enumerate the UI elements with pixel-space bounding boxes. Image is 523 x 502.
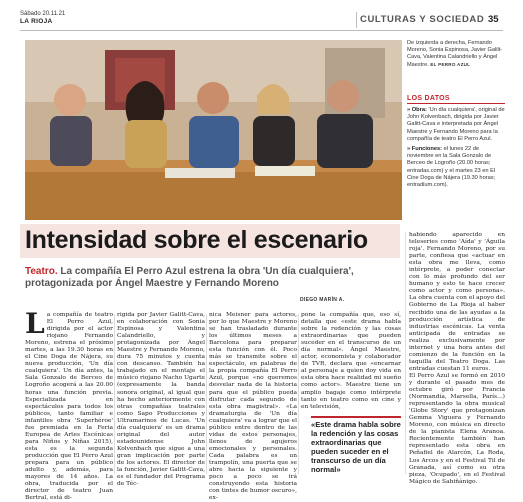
column-divider — [114, 314, 115, 474]
sidebar-block-play — [407, 107, 505, 143]
sidebar-label-play: » Obra: — [407, 107, 427, 113]
page-header — [0, 0, 523, 32]
column-4: pone la compañía que, eso sí, detalla que «este drama habla sobre la redención y las cosas extraordinarias que pueden suceder en el transcurso de un día normal». Ángel Maestre, actor, economista y colaborador de TVR, declara que «encarnar al personaje a quien doy vida en esta obra hace realidad mi sueño como actor». Maestre tiene un amplio bagaje como intérprete tanto en teatro como en cine y en televisión, — [301, 312, 401, 410]
group-photo-illustration — [25, 40, 402, 220]
drop-cap: L — [25, 307, 45, 340]
header-rule — [20, 30, 503, 31]
column-5-text: habiendo aparecido en teleseries como 'Aída' y 'Águila roja'. Fernando Moreno, por su parte, confiesa que «actuar en esta obra me lleva, como intérprete, a poder conectar con lo más profundo del ser humano y esto te hace crecer como actor y como persona». La obra cuenta con el apoyo del Gobierno de La Rioja al haber recibido una de las ayudas a la producción artística de industrias escénicas. La venta anticipada de entradas se realiza exclusivamente por internet y una hora antes del comienzo de la función en la taquilla del Teatro Doga. Las entradas cuestan 11 euros. — [409, 232, 505, 372]
issue-date: Sábado 20.11.21 — [20, 11, 66, 17]
article-photo — [25, 40, 402, 220]
sidebar-text-play: 'Un día cualquiera', original de John Kolvenbach, dirigida por Javier Galitt-Cava e interpretada por Ángel Maestre y Fernando Moreno para la compañía de teatro El Perro Azul. — [407, 107, 505, 142]
sidebar-title: LOS DATOS — [407, 95, 505, 104]
headline: Intensidad sobre el escenario — [25, 226, 368, 254]
column-divider — [405, 232, 406, 474]
photo-caption — [407, 40, 505, 69]
deck-text: La compañía El Perro Azul estrena la obra 'Un día cualquiera', protagonizada por Ángel Maestre y Fernando Moreno — [25, 266, 354, 289]
byline: DIEGO MARÍN A. — [300, 297, 345, 303]
newspaper-name: LA RIOJA — [20, 18, 53, 25]
pull-quote: «Este drama habla sobre la redención y las cosas extraordinarias que pueden suceder en el transcurso de un día normal» — [311, 420, 401, 474]
column-3: nica Meisner para actores, por lo que Maestre y Moreno se han trasladado durante los últimos meses a Barcelona para preparar esta función con él. Poco más se transmite sobre el espectáculo, en palabras de la propia compañía El Perro Azul, porque «no queremos desvelar nada de la historia para que el público pueda disfrutar cada segundo de esta obra magistral». «La dramaturgia de 'Un día cualquiera' va a lograr que el público entre dentro de las vidas de estos personajes, llenos de agujeros emocionales y personales. Cada palabra es un trampolín, una puerta que se abre hacia la siguiente y poco a poco se irá construyendo esta historia con tintes de humor oscuro», ex- — [209, 312, 297, 502]
column-6-text: El Perro Azul se formó en 2010 y durante el pasado mes de octubre giró por Francia (Normandía, Marsella, París...) representando la obra musical 'Globe Story' que protagonizan Gemma Viguera y Fernando Moreno, con música en directo de la pianista Elena Aranoa. Recientemente también han representado esta obra en Peñafiel de Alarcón, La Roda, Los Arcos y en el Festival Til de Granada, así como su otra pieza, 'Ocupado', en el Festival Mágico de Sabiñánigo. — [409, 372, 505, 485]
photo-credit: EL PERRO AZUL — [430, 62, 471, 67]
column-divider — [206, 314, 207, 474]
deck-tag: Teatro. — [25, 266, 58, 277]
pull-quote-rule — [311, 416, 401, 418]
header-divider — [356, 12, 357, 28]
column-2: rigida por Javier Galitt-Cava, en colaboración con Sonia Espinosa y Valentina Calandriello, y protagonizada por Ángel Maestre y Fernando Moreno, dura 75 minutos y cuenta con descanso. También ha trabajado en el montaje el músico riojano Nacho Ugarte (expresamente la banda sonora original, al igual que ha hecho anteriormente con otras compañías teatrales como Sapo Producciones y Ultramarinos de Lucas. 'Un día cualquiera' es un drama original del autor estadounidense John Kolvenbach que sigue a una gran implicación por parte de los actores. El director de la función, Javier Galitt-Cava, es el fundador del Programa de Téc- — [117, 312, 206, 488]
caption-text: De izquierda a derecha, Fernando Moreno, Sonia Espinosa, Javier Galilt-Cava, Valentina Calandriello y Ángel Maestre. — [407, 40, 503, 68]
column-divider — [298, 314, 299, 474]
sidebar-text-shows: el lunes 22 de noviembre en la Sala Gonzalo de Berceo de Logroño (20.00 horas; entradas.com) y el martes 23 en El Cine Doga de Nájera (19.30 horas; entradium.com). — [407, 146, 496, 189]
column-1 — [25, 307, 113, 502]
column-1-text: a compañía de teatro El Perro Azul, dirigida por el actor riojano Fernando Moreno, estrena el próximo martes, a las 19.30 horas en el Cine Doga de Nájera, su nueva producción, 'Un día cualquiera'. Un día antes, la Sala Gonzalo de Berceo de Logroño acogerá a las 20.00 horas una función previa. Especializada en espectáculos para todos los públicos, tanto familiar e infantiles obra 'Superhéroe' fue premiada en la Feria Europea de Artes Escénicas para Niños y Niñas 2015), esta es la segunda producción que El Perro Azul prepara para un público adulto y, además, para mayores de 14 años. La obra, traducida por el director de teatro Juan Bertral, está di- — [25, 312, 113, 502]
column-5 — [409, 232, 505, 486]
facts-sidebar — [407, 95, 505, 189]
page-number: 35 — [488, 14, 499, 25]
sidebar-label-shows: » Funciones: — [407, 146, 443, 153]
section-title: CULTURAS Y SOCIEDAD — [360, 14, 485, 25]
sidebar-block-shows — [407, 146, 505, 189]
article-deck — [25, 266, 355, 289]
